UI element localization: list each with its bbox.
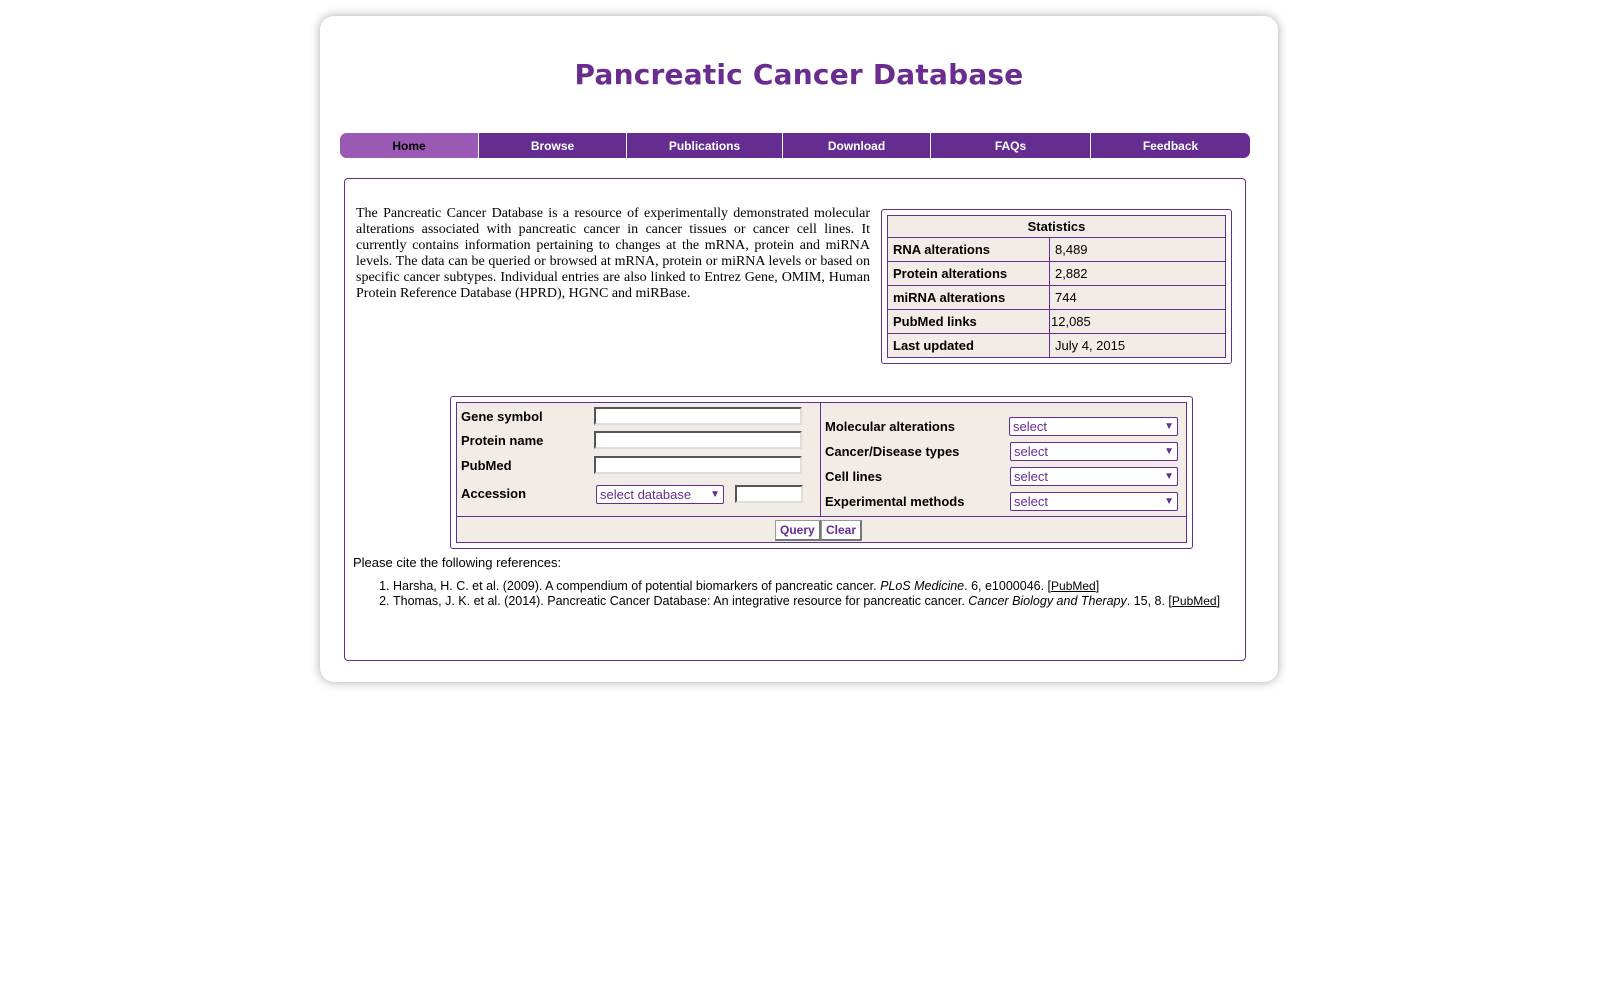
pubmed-label: PubMed	[461, 458, 512, 473]
search-form-inner	[456, 402, 1187, 543]
search-form	[450, 396, 1193, 549]
clear-button[interactable]: Clear	[821, 520, 862, 541]
table-row	[888, 286, 1226, 310]
select-value: select	[1013, 419, 1047, 434]
gene-symbol-input[interactable]	[594, 407, 802, 425]
table-row	[888, 262, 1226, 286]
nav-faqs[interactable]: FAQs	[931, 133, 1091, 158]
site-title: Pancreatic Cancer Database	[574, 58, 1024, 91]
protein-name-label: Protein name	[461, 433, 544, 448]
query-button[interactable]: Query	[775, 520, 821, 541]
cancer-types-label: Cancer/Disease types	[825, 444, 960, 459]
nav-download[interactable]: Download	[783, 133, 931, 158]
stat-label: Last updated	[888, 334, 1050, 358]
cancer-types-select[interactable]	[1010, 442, 1178, 461]
table-row	[888, 334, 1226, 358]
citations-heading: Please cite the following references:	[353, 555, 562, 570]
protein-name-input[interactable]	[594, 431, 802, 449]
citation-close: ]	[1095, 579, 1100, 593]
table-row	[888, 238, 1226, 262]
accession-database-select[interactable]	[596, 485, 724, 504]
pubmed-input[interactable]	[594, 456, 802, 474]
stat-value: 8,489	[1050, 238, 1226, 262]
stat-value: 2,882	[1050, 262, 1226, 286]
chevron-down-icon: ▼	[1164, 496, 1174, 507]
select-value: select database	[600, 487, 692, 502]
nav-browse[interactable]: Browse	[479, 133, 627, 158]
citation-journal: Cancer Biology and Therapy	[968, 594, 1127, 608]
select-value: select	[1014, 469, 1048, 484]
stat-value: July 4, 2015	[1050, 334, 1226, 358]
search-buttons	[457, 516, 1186, 544]
stat-value: 744	[1050, 286, 1226, 310]
select-value: select	[1014, 444, 1048, 459]
chevron-down-icon: ▼	[1164, 471, 1174, 482]
citation-journal: PLoS Medicine	[880, 579, 965, 593]
stat-value: 12,085	[1050, 310, 1226, 334]
cell-lines-label: Cell lines	[825, 469, 883, 484]
citation-tail: . 15, 8. [	[1126, 594, 1172, 608]
experimental-methods-select[interactable]	[1010, 492, 1178, 511]
nav-feedback[interactable]: Feedback	[1091, 133, 1250, 158]
chevron-down-icon: ▼	[710, 489, 720, 500]
chevron-down-icon: ▼	[1164, 421, 1174, 432]
pubmed-link[interactable]: PubMed	[1051, 579, 1096, 593]
list-item	[393, 579, 1223, 594]
citations-list	[353, 579, 1223, 609]
molecular-alterations-select[interactable]	[1009, 417, 1178, 436]
table-row	[888, 310, 1226, 334]
cell-lines-select[interactable]	[1010, 467, 1178, 486]
stat-label: miRNA alterations	[888, 286, 1050, 310]
stat-label: PubMed links	[888, 310, 1050, 334]
nav-home[interactable]: Home	[340, 133, 479, 158]
search-right-column	[821, 403, 1186, 516]
citation-text: Harsha, H. C. et al. (2009). A compendium of potential biomarkers of pancreatic cancer.	[393, 579, 881, 593]
statistics-table	[887, 215, 1226, 358]
accession-input[interactable]	[735, 485, 803, 503]
page-container	[320, 16, 1278, 682]
select-value: select	[1014, 494, 1048, 509]
list-item	[393, 594, 1223, 609]
citation-text: Thomas, J. K. et al. (2014). Pancreatic Cancer Database: An integrative resource for pancreatic cancer.	[393, 594, 969, 608]
gene-symbol-label: Gene symbol	[461, 409, 543, 424]
pubmed-link[interactable]: PubMed	[1171, 594, 1217, 608]
main-nav	[340, 133, 1250, 158]
molecular-alterations-label: Molecular alterations	[825, 419, 956, 434]
chevron-down-icon: ▼	[1164, 446, 1174, 457]
intro-text: The Pancreatic Cancer Database is a resource of experimentally demonstrated molecular alterations associated with pancreatic cancer in cancer tissues or cancer cell lines. It currently contains information pertaining to changes at the mRNA, protein and miRNA levels. The data can be queried or browsed at mRNA, protein or miRNA levels or based on specific cancer subtypes. Individual entries are also linked to Entrez Gene, OMIM, Human Protein Reference Database (HPRD), HGNC and miRBase.	[356, 206, 870, 301]
stat-label: Protein alterations	[888, 262, 1050, 286]
experimental-methods-label: Experimental methods	[825, 494, 965, 509]
accession-label: Accession	[461, 486, 527, 501]
nav-publications[interactable]: Publications	[627, 133, 783, 158]
citation-close: ]	[1216, 594, 1221, 608]
search-left-column	[457, 403, 821, 516]
statistics-heading: Statistics	[888, 216, 1226, 238]
statistics-panel	[881, 209, 1232, 364]
stat-label: RNA alterations	[888, 238, 1050, 262]
citation-tail: . 6, e1000046. [	[964, 579, 1052, 593]
content-box	[344, 178, 1246, 661]
